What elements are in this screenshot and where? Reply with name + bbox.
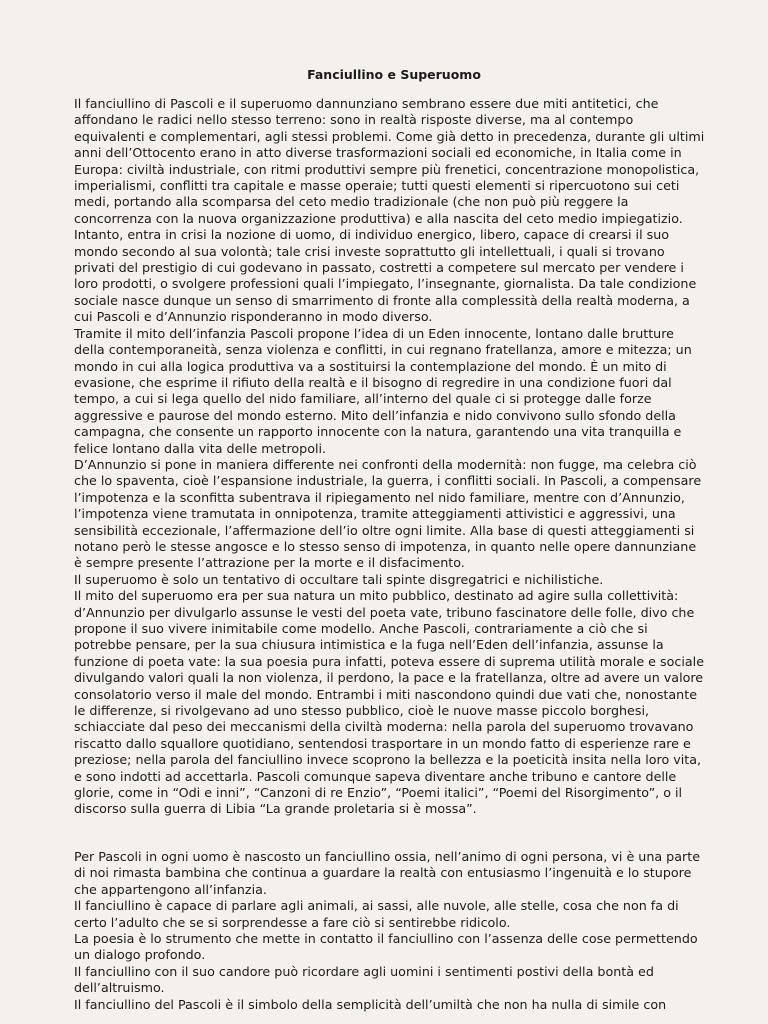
section-spacer [74,818,706,849]
paragraph: Il fanciullino con il suo candore può ricordare agli uomini i sentimenti postivi della bontà ed dell’altruismo. [74,963,654,996]
document-title: Fanciullino e Superuomo [307,67,481,82]
paragraph: Tramite il mito dell’infanzia Pascoli propone l’idea di un Eden innocente, lontano dalle brutture della contemporaneità, senza violenza e conflitti, in cui regnano fratellanza, amore e mitezza; un mondo in cui alla logica produttiva va a sostituirsi la contemplazione del mondo. È un mito di evasione, che esprime il rifiuto della realtà e il bisogno di regredire in una condizione fuori dal tempo, a cui si lega quello del nido familiare, all’interno del quale ci si protegge dalle forze aggressive e paurose del mondo esterno. Mito dell’infanzia e nido convivono sullo sfondo della campagna, che consente un rapporto innocente con la natura, garantendo una vita tranquilla e felice lontano dalla vita delle metropoli. [74,325,692,456]
paragraph: D’Annunzio si pone in maniera differente nei confronti della modernità: non fugge, ma celebra ciò che lo spaventa, cioè l’espansione industriale, la guerra, i conflitti sociali. In Pascoli, a compensare l’impotenza e la sconfitta subentrava il ripiegamento nel nido familiare, mentre con d’Annunzio, l’impotenza viene tramutata in onnipotenza, tramite atteggiamenti attivistici e aggressivi, una sensibilità eccezionale, l’affermazione dell’io oltre ogni limite. Alla base di questi atteggiamenti si notano però le stesse angosce e lo stesso senso di impotenza, in quanto nelle opere dannunziane è sempre presente l’attrazione per la morte e il disfacimento. [74,456,702,571]
paragraph: Il fanciullino è capace di parlare agli animali, ai sassi, alle nuvole, alle stelle, cosa che non fa di certo l’adulto che se si sorprendesse a fare ciò si sentirebbe ridicolo. [74,898,679,930]
paragraph: Il mito del superuomo era per sua natura un mito pubblico, destinato ad agire sulla collettività: d’Annunzio per divulgarlo assunse le vesti del poeta vate, tribuno fascinatore delle folle, divo che propone il suo vivere inimitabile come modello. Anche Pascoli, contrariamente a ciò che si potrebbe pensare, per la sua chiusura intimistica e la fuga nell’Eden dell’infanzia, assunse la funzione di poeta vate: la sua poesia pura infatti, poteva essere di suprema utilità morale e sociale divulgando valori quali la non violenza, il perdono, la pace e la fratellanza, oltre ad avere un valore consolatorio verso il male del mondo. Entrambi i miti nascondono quindi due vati che, nonostante le differenze, si rivolgevano ad uno stesso pubblico, cioè le nuove masse piccolo borghesi, schiacciate dal peso dei meccanismi della civiltà moderna: nella parola del superuomo trovavano riscatto dallo squallore quotidiano, sentendosi trasportare in un mondo fatto di esperienze rare e preziose; nella parola del fanciullino invece scoprono la bellezza e la poeticità insita nella loro vita, e sono indotti ad accettarla. Pascoli comunque sapeva diventare anche tribuno e cantore delle glorie, come in “Odi e inni”, “Canzoni di re Enzio”, “Poemi italici”, “Poemi del Risorgimento”, o il discorso sulla guerra di Libia “La grande proletaria si è mossa”. [74,588,705,817]
document-body [74,96,706,1013]
paragraph: Il superuomo è solo un tentativo di occultare tali spinte disgregatrici e nichilistiche. [74,571,604,587]
paragraph: La poesia è lo strumento che mette in contatto il fanciullino con l’assenza delle cose permettendo un dialogo profondo. [74,930,698,963]
paragraph: Il fanciullino di Pascoli e il superuomo dannunziano sembrano essere due miti antitetici, che affondano le radici nello stesso terreno: sono in realtà risposte diverse, ma al contempo equivalenti e complementari, agli stessi problemi. Come già detto in precedenza, durante gli ultimi anni dell’Ottocento erano in atto diverse trasformazioni sociali ed economiche, in Italia come in Europa: civiltà industriale, con ritmi produttivi sempre più frenetici, concentrazione monopolistica, imperialismi, conflitti tra capitale e masse operaie; tutti questi elementi si ripercuotono sui ceti medi, portando alla scomparsa del ceto medio tradizionale (che non può più reggere la concorrenza con la nuova organizzazione produttiva) e alla nascita del ceto medio impiegatizio. Intanto, entra in crisi la nozione di uomo, di individuo energico, libero, capace di crearsi il suo mondo secondo al sua volontà; tale crisi investe soprattutto gli intellettuali, i quali si trovano privati del prestigio di cui godevano in passato, costretti a competere sul mercato per vendere i loro prodotti, o svolgere professioni quali l’impiegato, l’insegnante, giornalista. Da tale condizione sociale nasce dunque un senso di smarrimento di fronte alla complessità della realtà moderna, a cui Pascoli e d’Annunzio risponderanno in modo diverso. [74,96,705,325]
paragraph: Il fanciullino del Pascoli è il simbolo della semplicità dell’umiltà che non ha nulla di simile con [74,996,667,1012]
paragraph: Per Pascoli in ogni uomo è nascosto un fanciullino ossia, nell’animo di ogni persona, vi è una parte di noi rimasta bambina che continua a guardare la realtà con entusiasmo l’ingenuità e lo stupore che appartengono all’infanzia. [74,848,700,897]
